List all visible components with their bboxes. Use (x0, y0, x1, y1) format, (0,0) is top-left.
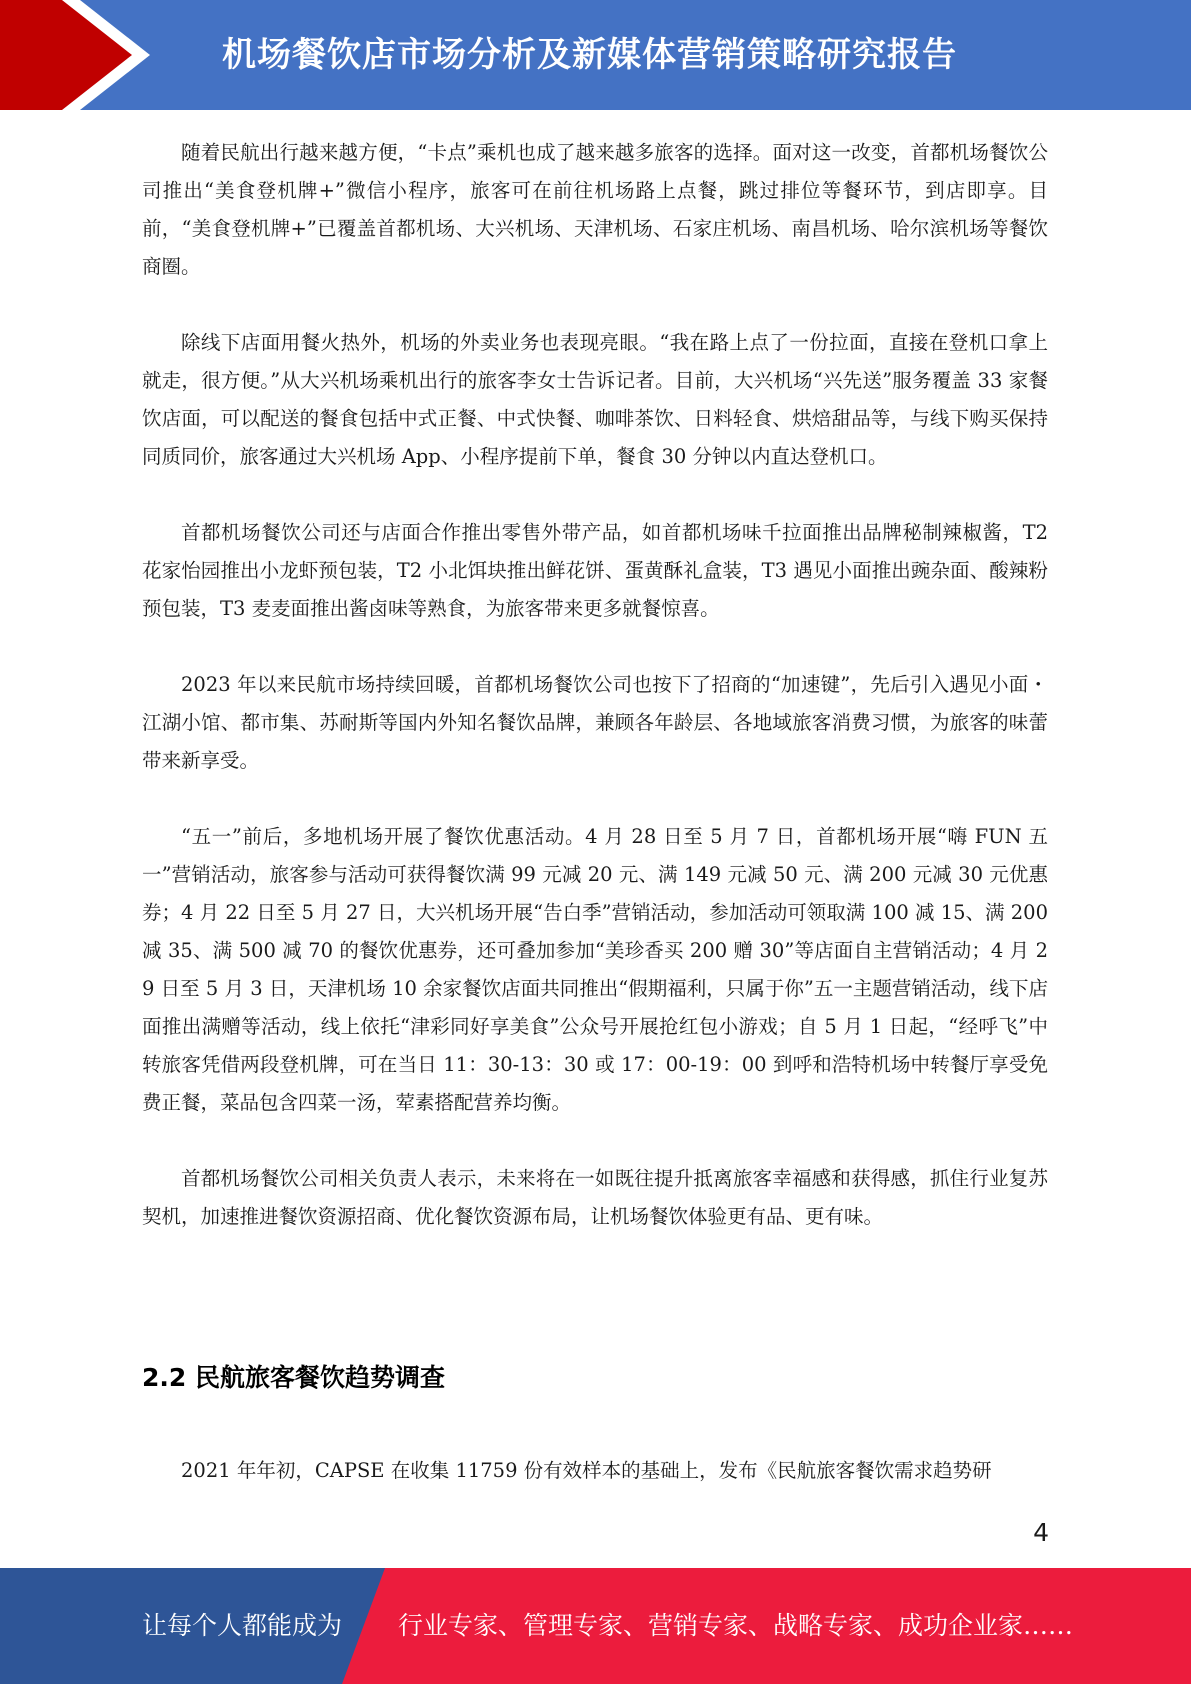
page-footer (0, 1568, 1191, 1684)
paragraph-6: 首都机场餐饮公司相关负责人表示，未来将在一如既往提升抵离旅客幸福感和获得感，抓住行业复苏契机，加速推进餐饮资源招商、优化餐饮资源布局，让机场餐饮体验更有品、更有味。 (142, 1167, 1048, 1228)
header-arrow-icon (0, 0, 150, 110)
section-body (142, 1452, 1048, 1490)
section-heading: 2.2 民航旅客餐饮趋势调查 (142, 1363, 445, 1392)
body-content (142, 134, 1048, 1236)
paragraph-4: 2023 年以来民航市场持续回暖，首都机场餐饮公司也按下了招商的“加速键”，先后引入遇见小面・江湖小馆、都市集、苏耐斯等国内外知名餐饮品牌，兼顾各年龄层、各地域旅客消费习惯，为旅客的味蕾带来新享受。 (142, 673, 1048, 772)
page-header (0, 0, 1191, 110)
paragraph-2: 除线下店面用餐火热外，机场的外卖业务也表现亮眼。“我在路上点了一份拉面，直接在登机口拿上就走，很方便。”从大兴机场乘机出行的旅客李女士告诉记者。目前，大兴机场“兴先送”服务覆盖 33 家餐饮店面，可以配送的餐食包括中式正餐、中式快餐、咖啡茶饮、日料轻食、烘焙甜品等，与线下购买保持同质同价，旅客通过大兴机场 App、小程序提前下单，餐食 30 分钟以内直达登机口。 (142, 331, 1048, 468)
page-number: 4 (1033, 1518, 1049, 1547)
paragraph-3: 首都机场餐饮公司还与店面合作推出零售外带产品，如首都机场味千拉面推出品牌秘制辣椒酱，T2 花家怡园推出小龙虾预包装，T2 小北饵块推出鲜花饼、蛋黄酥礼盒装，T3 遇见小面推出豌杂面、酸辣粉预包装，T3 麦麦面推出酱卤味等熟食，为旅客带来更多就餐惊喜。 (142, 521, 1048, 620)
paragraph-1: 随着民航出行越来越方便，“卡点”乘机也成了越来越多旅客的选择。面对这一改变，首都机场餐饮公司推出“美食登机牌+”微信小程序，旅客可在前往机场路上点餐，跳过排位等餐环节，到店即享。目前，“美食登机牌+”已覆盖首都机场、大兴机场、天津机场、石家庄机场、南昌机场、哈尔滨机场等餐饮商圈。 (142, 141, 1048, 278)
footer-slogan-right: 行业专家、管理专家、营销专家、战略专家、成功企业家…… (398, 1611, 1074, 1640)
report-title: 机场餐饮店市场分析及新媒体营销策略研究报告 (222, 35, 957, 75)
paragraph-5: “五一”前后，多地机场开展了餐饮优惠活动。4 月 28 日至 5 月 7 日，首都机场开展“嗨 FUN 五一”营销活动，旅客参与活动可获得餐饮满 99 元减 20 元、满 149 元减 50 元、满 200 元减 30 元优惠券；4 月 22 日至 5 月 27 日，大兴机场开展“告白季”营销活动，参加活动可领取满 100 减 15、满 200 减 35、满 500 减 70 的餐饮优惠券，还可叠加参加“美珍香买 200 赠 30”等店面自主营销活动；4 月 29 日至 5 月 3 日，天津机场 10 余家餐饮店面共同推出“假期福利，只属于你”五一主题营销活动，线下店面推出满赠等活动，线上依托“津彩同好享美食”公众号开展抢红包小游戏；自 5 月 1 日起，“经呼飞”中转旅客凭借两段登机牌，可在当日 11：30-13：30 或 17：00-19：00 到呼和浩特机场中转餐厅享受免费正餐，菜品包含四菜一汤，荤素搭配营养均衡。 (142, 825, 1048, 1114)
footer-slogan-left: 让每个人都能成为 (142, 1611, 343, 1640)
section-paragraph-1: 2021 年年初，CAPSE 在收集 11759 份有效样本的基础上，发布《民航旅客餐饮需求趋势研 (181, 1459, 992, 1482)
